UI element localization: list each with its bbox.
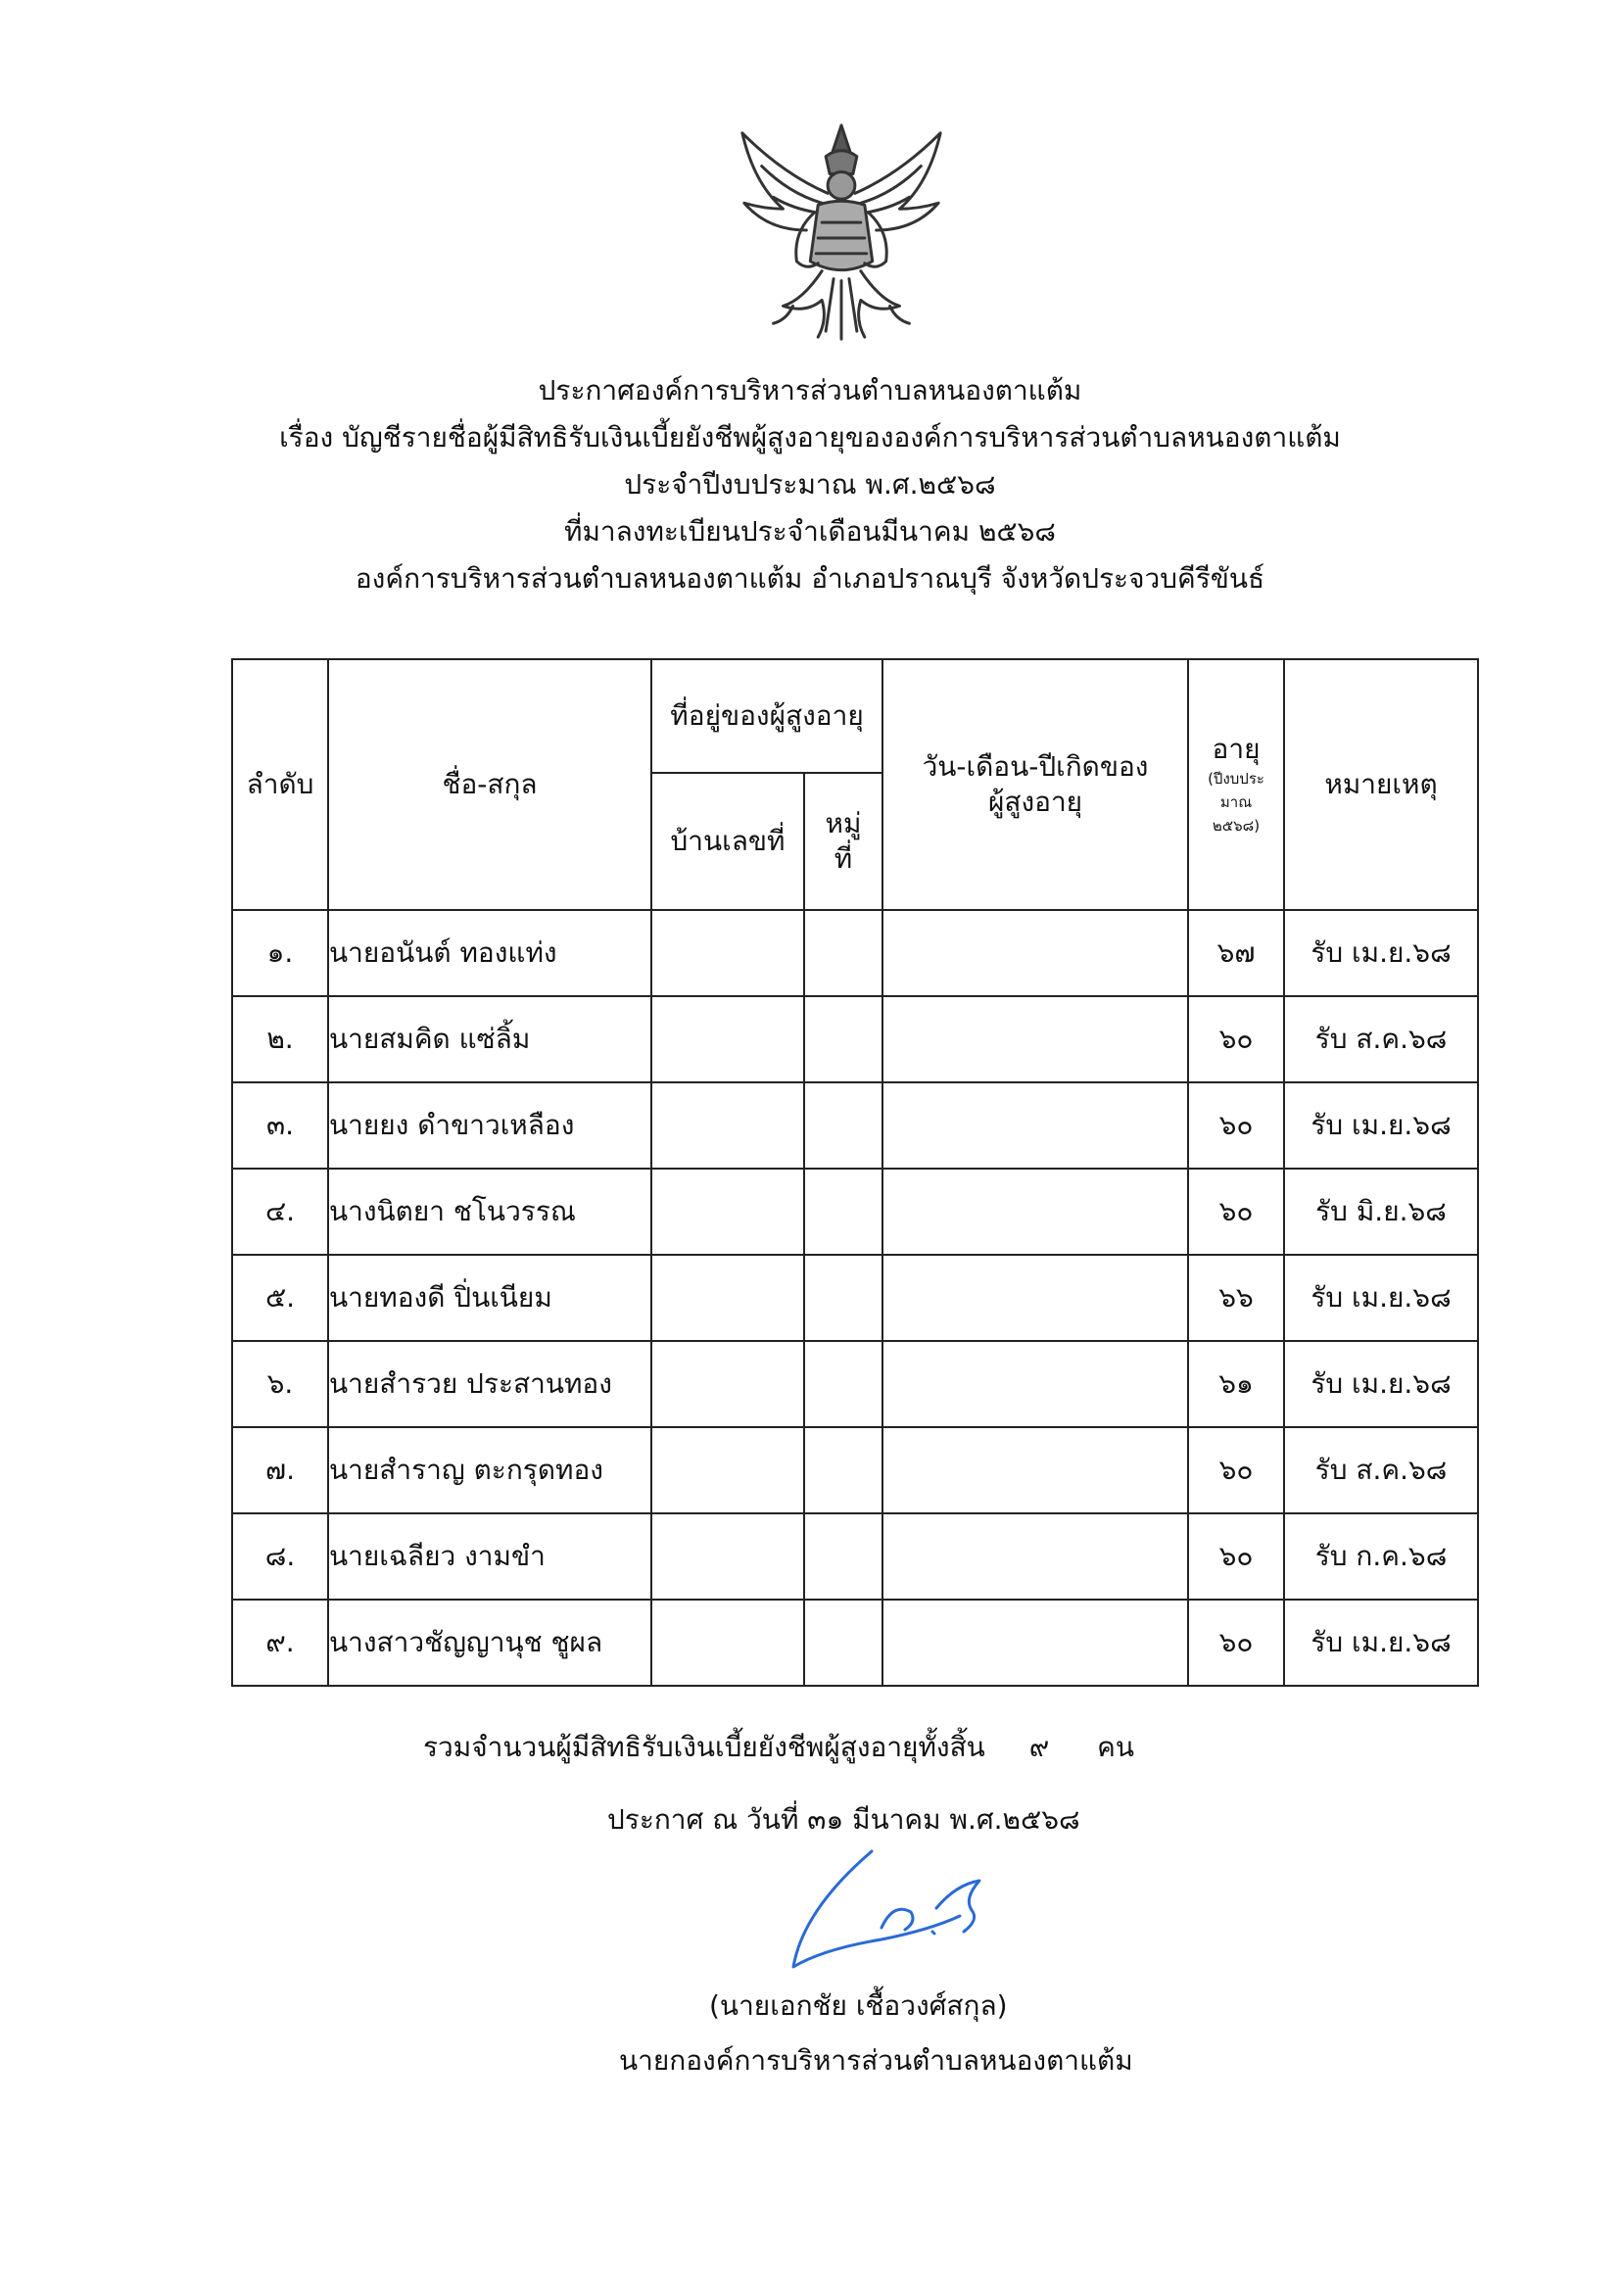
row-note: รับ มิ.ย.๖๘ [1284,1169,1478,1255]
header-birth-line-2: ผู้สูงอายุ [987,786,1083,818]
row-name: นายอนันต์ ทองแท่ง [328,910,651,996]
row-name: นายเฉลียว งามขำ [328,1513,651,1600]
row-house-no [651,1169,804,1255]
row-note: รับ ก.ค.๖๘ [1284,1513,1478,1600]
row-house-no [651,1600,804,1686]
header-name: ชื่อ-สกุล [328,659,651,910]
row-moo [804,910,882,996]
header-address: ที่อยู่ของผู้สูงอายุ [651,659,882,773]
row-age: ๖๐ [1188,1600,1284,1686]
row-name: นางนิตยา ชโนวรรณ [328,1169,651,1255]
table-row [232,1255,1478,1341]
row-house-no [651,996,804,1082]
header-moo [804,773,882,910]
row-moo [804,1513,882,1600]
row-no: ๘. [232,1513,328,1600]
row-birth [882,1513,1188,1600]
row-note: รับ เม.ย.๖๘ [1284,1255,1478,1341]
table-row [232,1082,1478,1169]
row-birth [882,1169,1188,1255]
row-no: ๒. [232,996,328,1082]
table-body [232,910,1478,1686]
row-name: นายทองดี ปิ่นเนียม [328,1255,651,1341]
row-note: รับ เม.ย.๖๘ [1284,1600,1478,1686]
row-birth [882,996,1188,1082]
header-moo-line-2: ที่ [834,842,853,875]
heading-line-5: องค์การบริหารส่วนตำบลหนองตาแต้ม อำเภอปราณบุรี จังหวัดประจวบคีรีขันธ์ [355,562,1265,595]
row-birth [882,1427,1188,1513]
table-row [232,996,1478,1082]
header-birth-line-1: วัน-เดือน-ปีเกิดของ [922,750,1149,783]
row-name: นายสำราญ ตะกรุดทอง [328,1427,651,1513]
summary-line [423,1726,1134,1769]
row-age: ๖๖ [1188,1255,1284,1341]
row-moo [804,996,882,1082]
row-moo [804,1427,882,1513]
row-house-no [651,1255,804,1341]
header-age-sub-2: มาณ [1219,793,1253,811]
header-age [1188,659,1284,910]
heading-line-1: ประกาศองค์การบริหารส่วนตำบลหนองตาแต้ม [538,374,1082,407]
document-heading [196,367,1424,602]
row-note: รับ ส.ค.๖๘ [1284,1427,1478,1513]
heading-line-4: ที่มาลงทะเบียนประจำเดือนมีนาคม ๒๕๖๘ [564,515,1056,548]
header-birth [882,659,1188,910]
elderly-allowance-table [231,658,1479,1687]
header-age-sub-1: (ปีงบประ [1208,770,1264,788]
header-moo-line-1: หมู่ [825,807,862,839]
handwritten-signature [764,1842,1038,1988]
announce-date: ประกาศ ณ วันที่ ๓๑ มีนาคม พ.ศ.๒๕๖๘ [607,1803,1080,1836]
row-no: ๔. [232,1169,328,1255]
table-row [232,1513,1478,1600]
row-name: นายสมคิด แซ่ลิ้ม [328,996,651,1082]
row-no: ๑. [232,910,328,996]
row-moo [804,1255,882,1341]
row-age: ๖๐ [1188,1427,1284,1513]
header-age-sub-3: ๒๕๖๘) [1212,817,1261,835]
summary-count: ๙ [1028,1731,1050,1763]
row-no: ๙. [232,1600,328,1686]
row-no: ๓. [232,1082,328,1169]
header-note: หมายเหตุ [1284,659,1478,910]
row-age: ๖๐ [1188,1082,1284,1169]
row-age: ๖๐ [1188,996,1284,1082]
signer-position: นายกองค์การบริหารส่วนตำบลหนองตาแต้ม [619,2044,1133,2077]
row-house-no [651,1427,804,1513]
row-moo [804,1169,882,1255]
row-name: นายสำรวย ประสานทอง [328,1341,651,1427]
row-note: รับ เม.ย.๖๘ [1284,910,1478,996]
header-no: ลำดับ [232,659,328,910]
row-note: รับ เม.ย.๖๘ [1284,1341,1478,1427]
row-age: ๖๐ [1188,1169,1284,1255]
row-house-no [651,1082,804,1169]
row-birth [882,910,1188,996]
row-no: ๗. [232,1427,328,1513]
table-row [232,1169,1478,1255]
row-house-no [651,910,804,996]
row-age: ๖๗ [1188,910,1284,996]
garuda-emblem-icon [725,116,958,349]
summary-unit: คน [1097,1731,1135,1763]
row-house-no [651,1341,804,1427]
row-name: นางสาวชัญญานุช ชูผล [328,1600,651,1686]
table-row [232,1427,1478,1513]
row-house-no [651,1513,804,1600]
row-birth [882,1255,1188,1341]
row-birth [882,1082,1188,1169]
row-birth [882,1341,1188,1427]
heading-line-3: ประจำปีงบประมาณ พ.ศ.๒๕๖๘ [624,468,996,501]
summary-label: รวมจำนวนผู้มีสิทธิรับเงินเบี้ยยังชีพผู้สูงอายุทั้งสิ้น [423,1731,985,1763]
table-row [232,910,1478,996]
row-no: ๕. [232,1255,328,1341]
row-moo [804,1082,882,1169]
heading-line-2: เรื่อง บัญชีรายชื่อผู้มีสิทธิรับเงินเบี้ยยังชีพผู้สูงอายุขององค์การบริหารส่วนตำบลหนองตาแต้ม [279,421,1341,454]
row-name: นายยง ดำขาวเหลือง [328,1082,651,1169]
row-birth [882,1600,1188,1686]
header-age-label: อายุ [1212,733,1261,765]
signer-name: (นายเอกชัย เชื้อวงศ์สกุล) [709,1989,1008,2022]
row-no: ๖. [232,1341,328,1427]
row-age: ๖๐ [1188,1513,1284,1600]
row-moo [804,1341,882,1427]
header-house-no: บ้านเลขที่ [651,773,804,910]
row-moo [804,1600,882,1686]
row-note: รับ เม.ย.๖๘ [1284,1082,1478,1169]
row-age: ๖๑ [1188,1341,1284,1427]
table-row [232,1341,1478,1427]
table-row [232,1600,1478,1686]
row-note: รับ ส.ค.๖๘ [1284,996,1478,1082]
